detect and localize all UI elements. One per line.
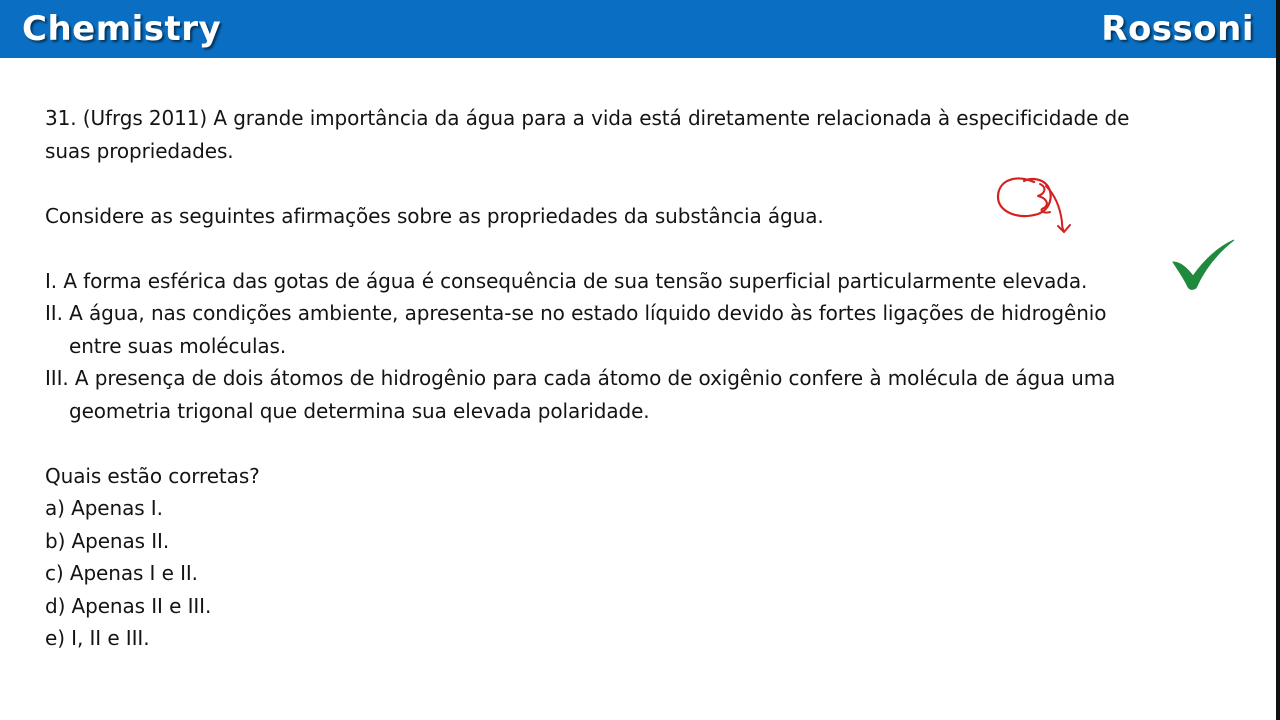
statement-1: I. A forma esférica das gotas de água é consequência de sua tensão superficial particularmente elevada. xyxy=(45,268,1088,293)
spacer xyxy=(45,232,1225,265)
question-prompt-line-1: 31. (Ufrgs 2011) A grande importância da água para a vida está diretamente relacionada à especificidade de xyxy=(45,106,1130,130)
spacer xyxy=(45,427,1225,460)
statement-3: III. A presença de dois átomos de hidrogênio para cada átomo de oxigênio confere à molécula de água uma xyxy=(45,366,1116,390)
right-edge-border xyxy=(1276,0,1280,720)
option-b: b) Apenas II. xyxy=(45,528,170,553)
subject-title: Chemistry xyxy=(22,9,222,49)
option-c: c) Apenas I e II. xyxy=(45,561,198,585)
spacer xyxy=(45,167,1225,200)
option-a: a) Apenas I. xyxy=(45,496,163,520)
question-prompt-line-2: suas propriedades. xyxy=(45,138,234,163)
header-bar xyxy=(0,0,1276,58)
option-d: d) Apenas II e III. xyxy=(45,593,212,618)
statement-2: II. A água, nas condições ambiente, apresenta-se no estado líquido devido às fortes ligações de hidrogênio xyxy=(45,301,1107,325)
statement-3-continuation: geometria trigonal que determina sua elevada polaridade. xyxy=(69,398,650,423)
statement-2-continuation: entre suas moléculas. xyxy=(69,333,287,358)
question-instruction: Considere as seguintes afirmações sobre as propriedades da substância água. xyxy=(45,203,824,228)
option-e: e) I, II e III. xyxy=(45,626,150,650)
question-content xyxy=(45,102,1225,655)
author-title: Rossoni xyxy=(1101,9,1254,49)
question-ask: Quais estão corretas? xyxy=(45,463,260,488)
